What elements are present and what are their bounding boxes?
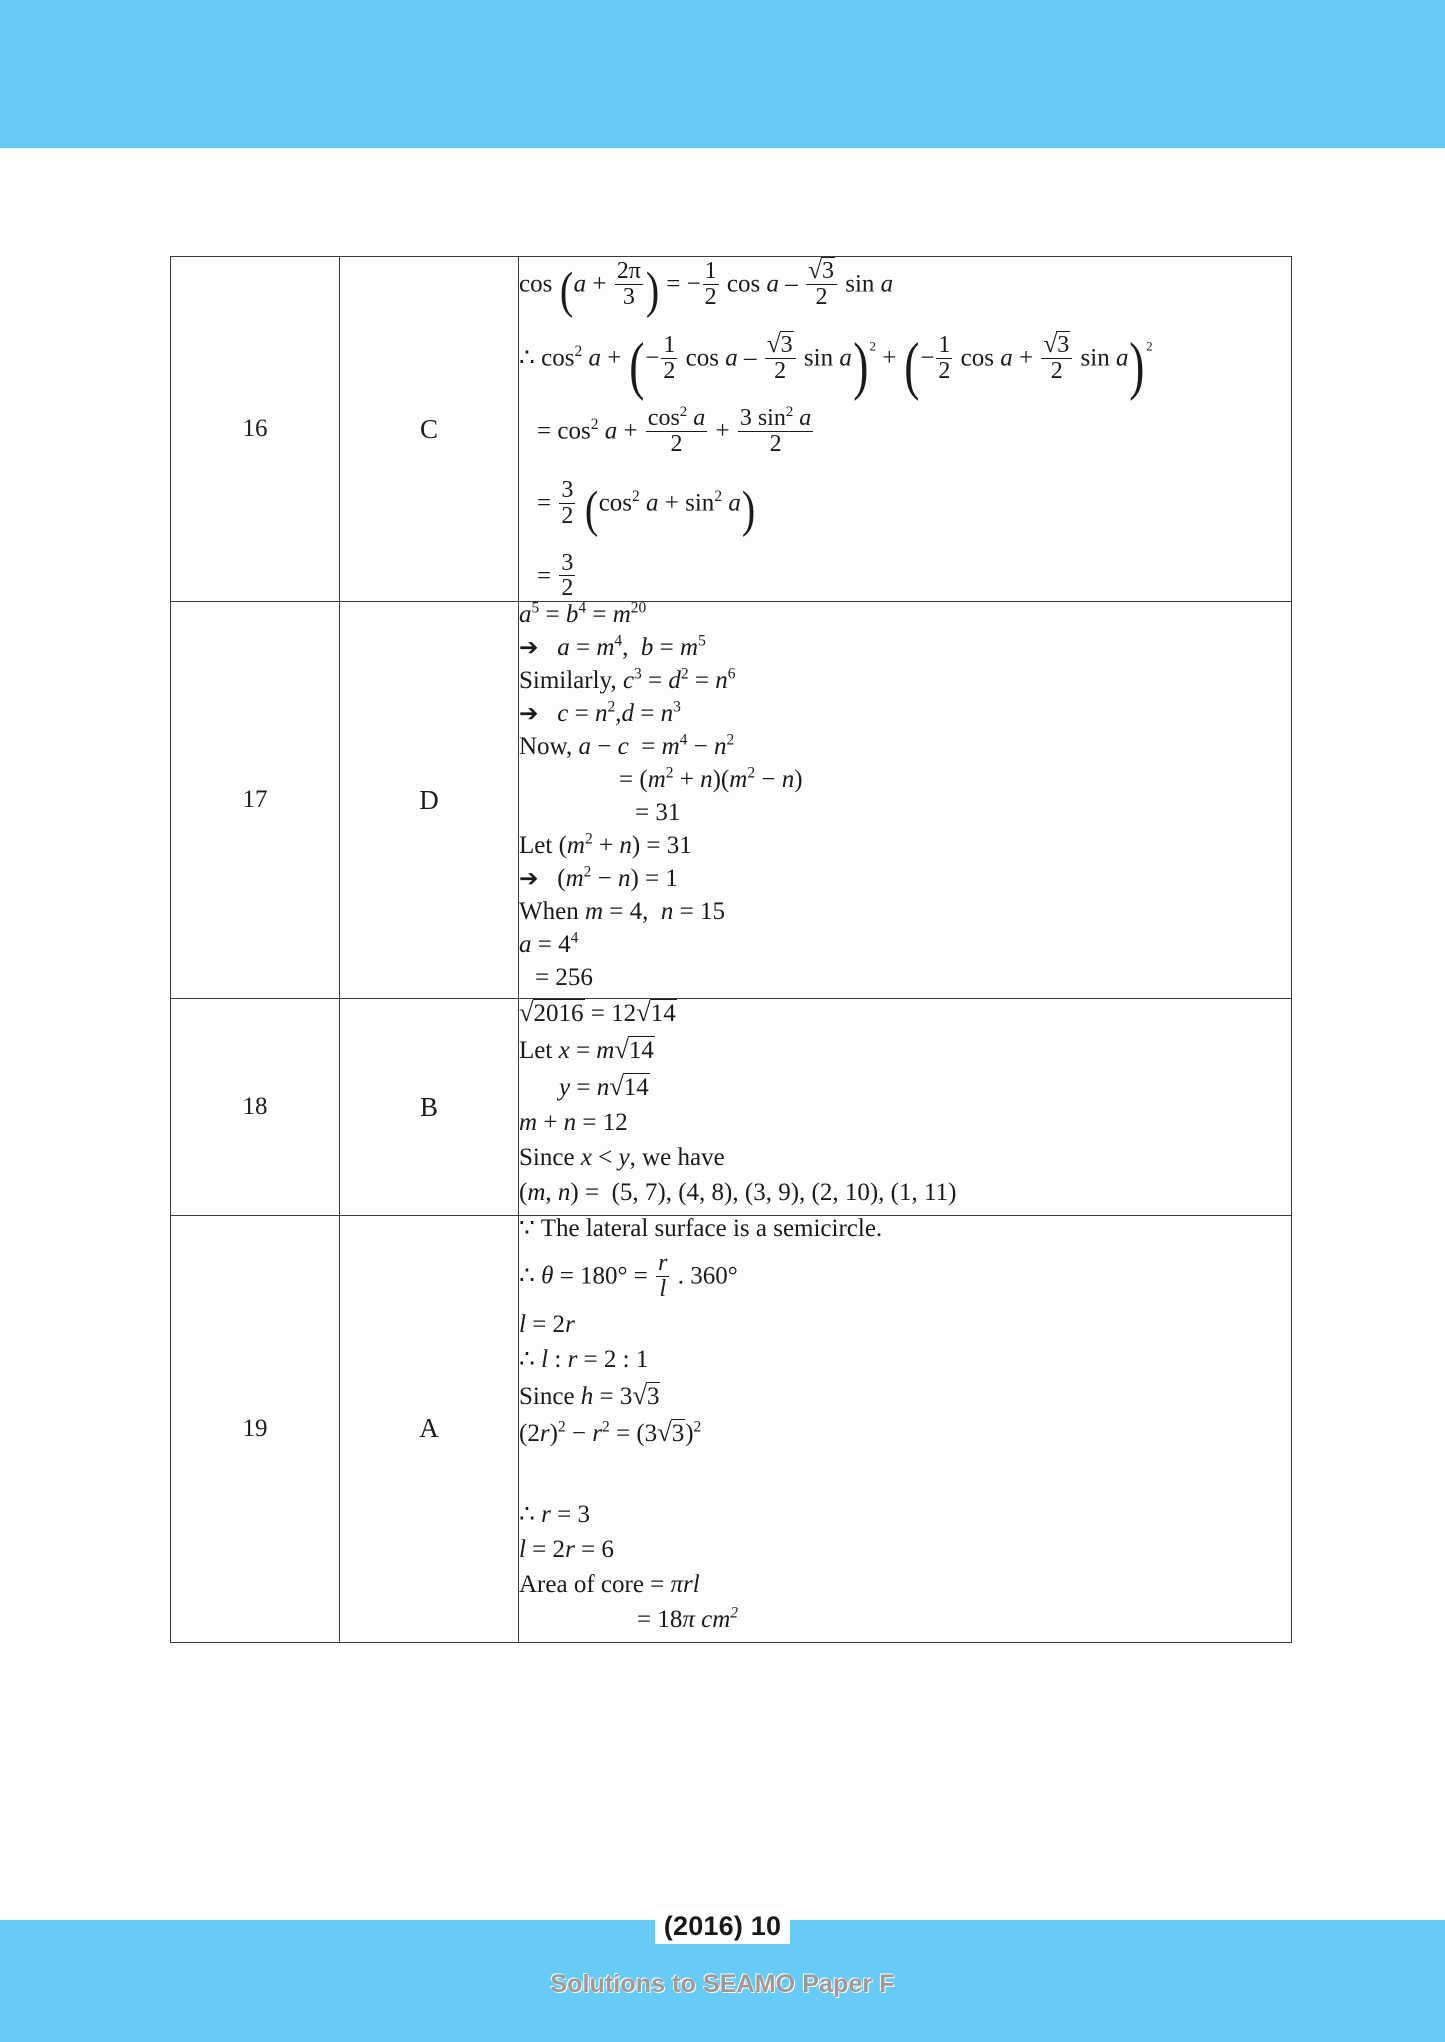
table-row bbox=[171, 257, 1292, 602]
working-steps bbox=[519, 599, 1291, 992]
working-line: $(2r)^2 - r^2 = (3√3)^2$ bbox=[519, 1416, 702, 1447]
working-line: ∴ l : r = 2 : 1 bbox=[519, 1345, 649, 1373]
question-number: 16 bbox=[171, 257, 340, 602]
working-line: ➔ $c = n^2,d = n^3$ bbox=[519, 698, 681, 728]
working-line: √2016 = 12√14 bbox=[519, 997, 676, 1028]
working-line: When m = 4, n = 15 bbox=[519, 898, 725, 926]
working-line: m + n = 12 bbox=[519, 1109, 628, 1137]
working-cell bbox=[519, 1216, 1292, 1642]
table-row bbox=[171, 999, 1292, 1216]
working-line: ∵ The lateral surface is a semicircle. bbox=[519, 1215, 883, 1243]
working-line: cos (a + $\frac{2\pi}{3}$ ) = − $\frac{1}{2}$ cos a – $\frac{√3}{2}$ sin a bbox=[519, 255, 894, 319]
page-number bbox=[0, 1909, 1445, 1944]
working-line: $a^5 = b^4 = m^{20}$ bbox=[519, 599, 647, 629]
question-number: 18 bbox=[171, 999, 340, 1216]
solutions-table bbox=[170, 256, 1292, 1643]
working-line: = 31 bbox=[635, 799, 681, 827]
working-line: ➔ $(m^2 - n) = 1$ bbox=[519, 863, 678, 893]
working-line: ➔ $a = m^4$, $b = m^5$ bbox=[519, 632, 706, 662]
answer-letter: D bbox=[340, 602, 519, 999]
working-line: l = 2r = 6 bbox=[519, 1535, 614, 1563]
question-number: 19 bbox=[171, 1216, 340, 1642]
arrow-icon: ➔ bbox=[519, 865, 539, 893]
table-row bbox=[171, 602, 1292, 999]
working-line: l = 2r bbox=[519, 1310, 575, 1338]
working-line: (m, n) = (5, 7), (4, 8), (3, 9), (2, 10), (1, 11) bbox=[519, 1179, 957, 1207]
arrow-icon: ➔ bbox=[519, 634, 539, 662]
working-line: ∴ θ = 180° = $\frac{r}{l}$ . 360° bbox=[519, 1250, 738, 1302]
working-cell bbox=[519, 257, 1292, 602]
working-steps bbox=[519, 999, 1291, 1205]
working-line: Let $(m^2 + n) = 31$ bbox=[519, 830, 692, 860]
answer-letter: B bbox=[340, 999, 519, 1216]
spacer bbox=[519, 1456, 1291, 1502]
working-line: = $\cos^2 a$ + $\frac{\cos^2 a}{2}$ + $\frac{3 \sin^2 a}{2}$ bbox=[537, 403, 812, 457]
working-line: = $\frac{3}{2}$ ($\cos^2$ $a + \sin^2 a$) bbox=[537, 477, 756, 538]
working-line: y = n√14 bbox=[559, 1071, 649, 1102]
table-row bbox=[171, 1216, 1292, 1642]
page-number-label: (2016) 10 bbox=[655, 1909, 790, 1944]
working-line: Since x < y, we have bbox=[519, 1144, 725, 1172]
working-line: = $\frac{3}{2}$ bbox=[537, 549, 574, 602]
working-line: ∴ r = 3 bbox=[519, 1500, 590, 1528]
question-number: 17 bbox=[171, 602, 340, 999]
working-line: = 18π $cm^2$ bbox=[637, 1604, 739, 1633]
answer-letter: C bbox=[340, 257, 519, 602]
working-steps bbox=[519, 1216, 1291, 1631]
working-line: Since h = 3√3 bbox=[519, 1379, 660, 1410]
footer-title: Solutions to SEAMO Paper F bbox=[550, 1970, 895, 1998]
working-line: $a = 4^4$ bbox=[519, 929, 579, 959]
working-steps bbox=[519, 257, 1291, 601]
working-line: Now, $a - c = m^4 - n^2$ bbox=[519, 731, 735, 761]
working-line: = $(m^2 + n)(m^2 - n)$ bbox=[619, 764, 803, 794]
answer-letter: A bbox=[340, 1216, 519, 1642]
working-cell bbox=[519, 599, 1292, 999]
working-line: ∴ $\cos^2 a$ + (− $\frac{1}{2}$ cos a – $\frac{√3}{2}$ sin a)$^2$ + (− $\frac{1}{2}$ cos a + $\frac{√3}{2}$ sin a)$^2$ bbox=[519, 329, 1153, 403]
working-cell bbox=[519, 999, 1292, 1216]
working-line: Similarly, $c^3 = d^2 = n^6$ bbox=[519, 665, 736, 695]
working-line: Let x = m√14 bbox=[519, 1034, 654, 1065]
arrow-icon: ➔ bbox=[519, 700, 539, 728]
working-line: = 256 bbox=[535, 964, 593, 992]
working-line: Area of core = πrl bbox=[519, 1570, 700, 1598]
top-blue-band bbox=[0, 0, 1445, 148]
